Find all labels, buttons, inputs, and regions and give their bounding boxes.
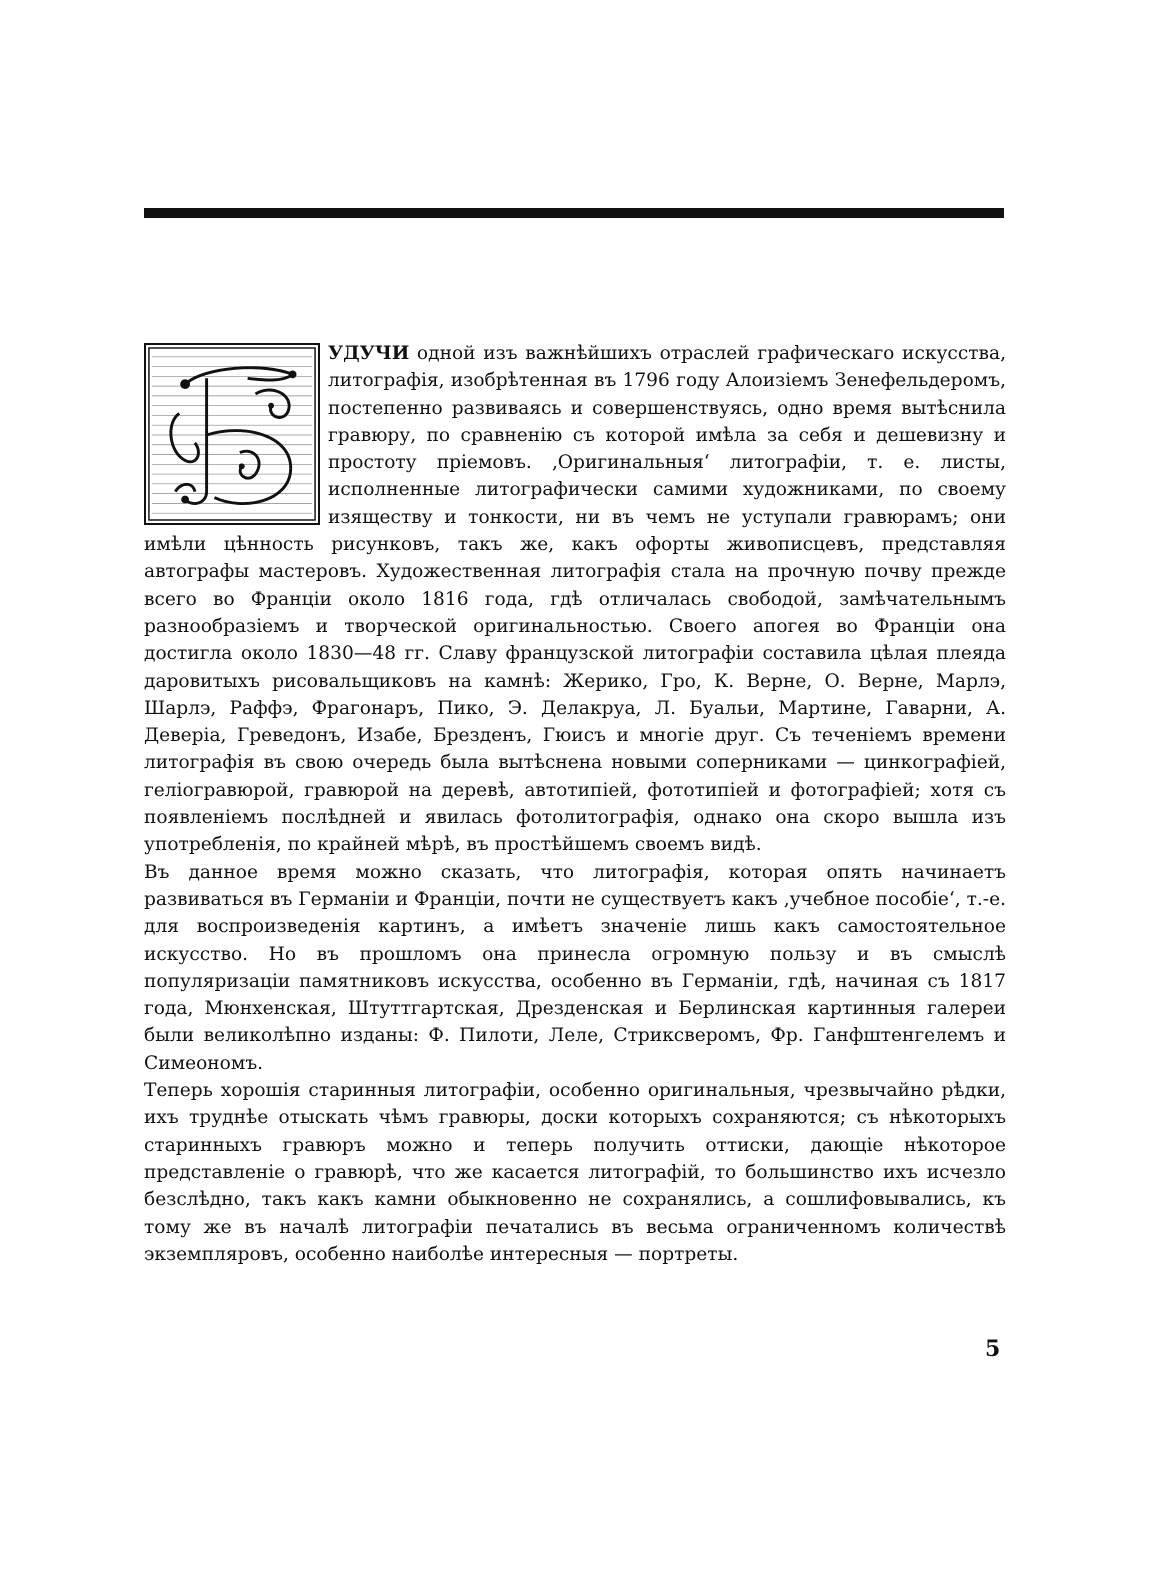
body-text <box>144 340 1006 1268</box>
paragraph-3: Теперь хорошія старинныя литографіи, особенно оригинальныя, чрезвычайно рѣдки, ихъ труднѣе отыскать чѣмъ гравюры, доски которыхъ сохраняются; съ нѣкоторыхъ старинныхъ гравюръ можно и теперь получить оттиски, дающіе нѣкоторое представленіе о гравюрѣ, что же касается литографій, то большинство ихъ исчезло безслѣдно, такъ какъ камни обыкновенно не сохранялись, а сошлифовывались, къ тому же въ началѣ литографіи печатались въ весьма ограниченномъ количествѣ экземпляровъ, особенно наиболѣе интересныя — портреты. <box>144 1080 1006 1265</box>
paragraph-1 <box>144 340 1006 859</box>
lead-word: УДУЧИ <box>328 343 410 364</box>
paragraph-2: Въ данное время можно сказать, что литографія, которая опять начинаетъ развиваться въ Германіи и Франціи, почти не существуетъ какъ ‚учебное пособіе‘, т.-е. для воспроизведенія картинъ, а имѣетъ значеніе лишь какъ самостоятельное искусство. Но въ прошломъ она принесла огромную пользу и въ смыслѣ популяризаціи памятниковъ искусства, особенно въ Германіи, гдѣ, начиная съ 1817 года, Мюнхенская, Штуттгартская, Дрезденская и Берлинская картинныя галереи были великолѣпно изданы: Ф. Пилоти, Леле, Стриксверомъ, Фр. Ганфштенгелемъ и Симеономъ. <box>144 861 1006 1074</box>
top-rule <box>144 208 1004 218</box>
paragraph-1-text: одной изъ важнѣйшихъ отраслей графическаго искусства, литографія, изобрѣтенная въ 1796 году Алоизіемъ Зенефельдеромъ, постепенно развиваясь и совершенствуясь, одно время вытѣснила гравюру, по сравненію съ которой имѣла за себя и дешевизну и простоту пріемовъ. ‚Оригинальныя‘ литографіи, т. е. листы, исполненные литографически самими художниками, по своему изяществу и тонкости, ни въ чемъ не уступали гравюрамъ; они имѣли цѣнность рисунковъ, такъ же, какъ офорты живописцевъ, представляя автографы мастеровъ. Художественная литографія стала на прочную почву прежде всего во Франціи около 1816 года, гдѣ отличалась свободой, замѣчательнымъ разнообразіемъ и творческой оригинальностью. Своего апогея во Франціи она достигла около 1830—48 гг. Славу французской литографіи составила цѣлая плеяда даровитыхъ рисовальщиковъ на камнѣ: Жерико, Гро, К. Верне, О. Верне, Марлэ, Шарлэ, Раффэ, Фрагонаръ, Пико, Э. Делакруа, Л. Буальи, Мартине, Гаварни, А. Деверіа, Греведонъ, Изабе, Брезденъ, Гюисъ и многіе друг. Съ теченіемъ времени литографія въ свою очередь была вытѣснена новыми соперниками — цинкографіей, геліогравюрой, гравюрой на деревѣ, автотипіей, фототипіей и фотографіей; хотя съ появленіемъ послѣдней и явилась фотолитографія, однако она скоро вышла изъ употребленія, по крайней мѣрѣ, въ простѣйшемъ своемъ видѣ. <box>144 343 1006 856</box>
dropcap-ornament <box>144 343 320 525</box>
page-number: 5 <box>985 1336 1001 1362</box>
